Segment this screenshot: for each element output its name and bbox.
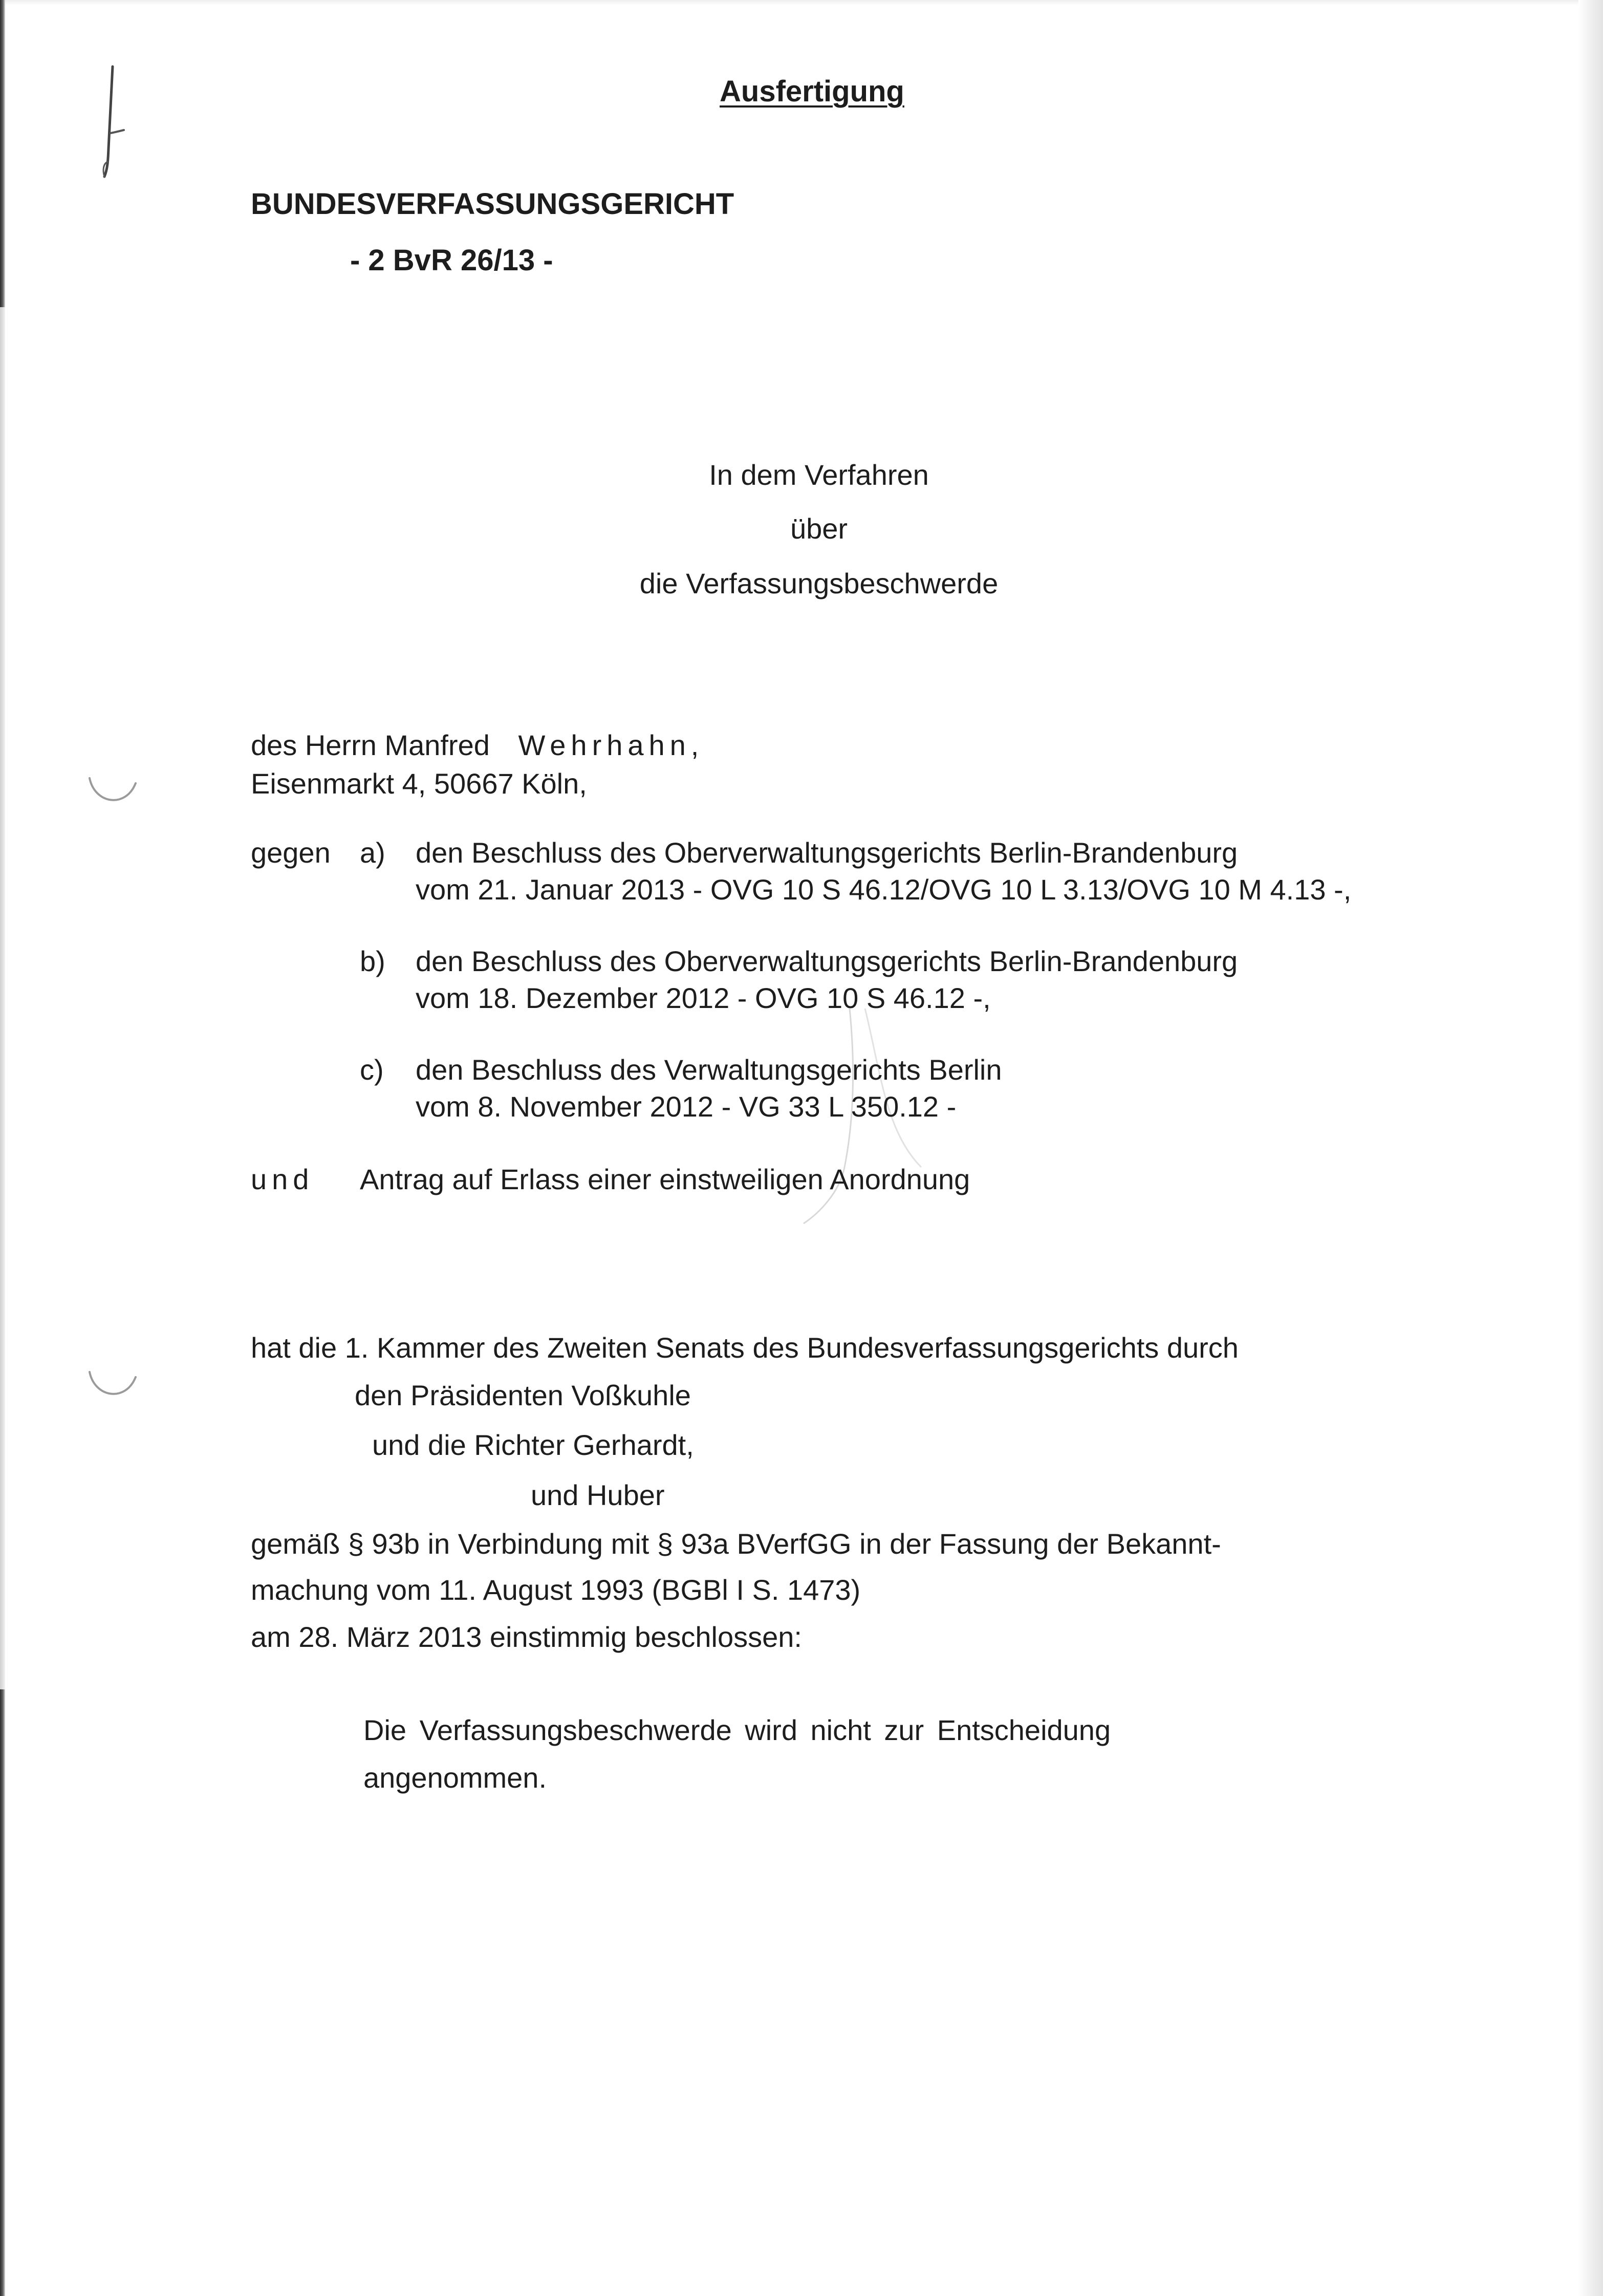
against-word: gegen — [251, 836, 331, 869]
decision-line-1: hat die 1. Kammer des Zweiten Senats des Bundesverfassungsgerichts durch — [251, 1332, 1239, 1364]
against-marker-b: b) — [360, 945, 385, 977]
case-number: - 2 BvR 26/13 - — [350, 244, 553, 277]
complainant-prefix: des Herrn Manfred — [251, 729, 490, 761]
complainant-line — [251, 731, 704, 760]
against-marker-c: c) — [360, 1054, 384, 1086]
ruling-line-1: Die Verfassungsbeschwerde wird nicht zur Entscheidung — [363, 1714, 1111, 1746]
scan-top-edge — [0, 0, 1603, 5]
decision-line-3: und die Richter Gerhardt, — [372, 1429, 694, 1461]
intro-line-3: die Verfassungsbeschwerde — [639, 567, 999, 599]
decision-line-6: machung vom 11. August 1993 (BGBl I S. 1473) — [251, 1574, 861, 1606]
decision-line-2: den Präsidenten Voßkuhle — [355, 1379, 691, 1411]
and-word: und — [251, 1163, 314, 1195]
document-title: Ausfertigung — [720, 75, 904, 108]
decision-line-4: und Huber — [531, 1479, 665, 1511]
handwritten-mark-icon — [82, 61, 143, 179]
complainant-address: Eisenmarkt 4, 50667 Köln, — [251, 767, 587, 800]
against-marker-a: a) — [360, 836, 385, 869]
intro-line-2: über — [790, 512, 848, 545]
complainant-surname: Wehrhahn, — [518, 729, 704, 761]
against-b-line-1: den Beschluss des Oberverwaltungsgerichts Berlin-Brandenburg — [416, 945, 1238, 977]
court-name: BUNDESVERFASSUNGSGERICHT — [251, 187, 734, 221]
punch-hole-mark-icon — [84, 768, 141, 814]
against-c-line-2: vom 8. November 2012 - VG 33 L 350.12 - — [416, 1090, 957, 1123]
against-c-line-1: den Beschluss des Verwaltungsgerichts Berlin — [416, 1054, 1002, 1086]
scan-right-edge — [1578, 0, 1603, 2296]
scan-left-edge-light — [0, 307, 5, 1689]
against-a-line-2: vom 21. Januar 2013 - OVG 10 S 46.12/OVG 10 L 3.13/OVG 10 M 4.13 -, — [416, 873, 1352, 906]
and-clause-text: Antrag auf Erlass einer einstweiligen Anordnung — [360, 1163, 970, 1195]
ruling-line-2: angenommen. — [363, 1762, 547, 1794]
decision-line-7: am 28. März 2013 einstimmig beschlossen: — [251, 1621, 802, 1653]
decision-line-5: gemäß § 93b in Verbindung mit § 93a BVerfGG in der Fassung der Bekannt- — [251, 1528, 1221, 1560]
against-b-line-2: vom 18. Dezember 2012 - OVG 10 S 46.12 -, — [416, 982, 991, 1014]
against-a-line-1: den Beschluss des Oberverwaltungsgerichts Berlin-Brandenburg — [416, 836, 1238, 869]
intro-line-1: In dem Verfahren — [709, 459, 929, 491]
punch-hole-mark-icon — [84, 1362, 141, 1408]
